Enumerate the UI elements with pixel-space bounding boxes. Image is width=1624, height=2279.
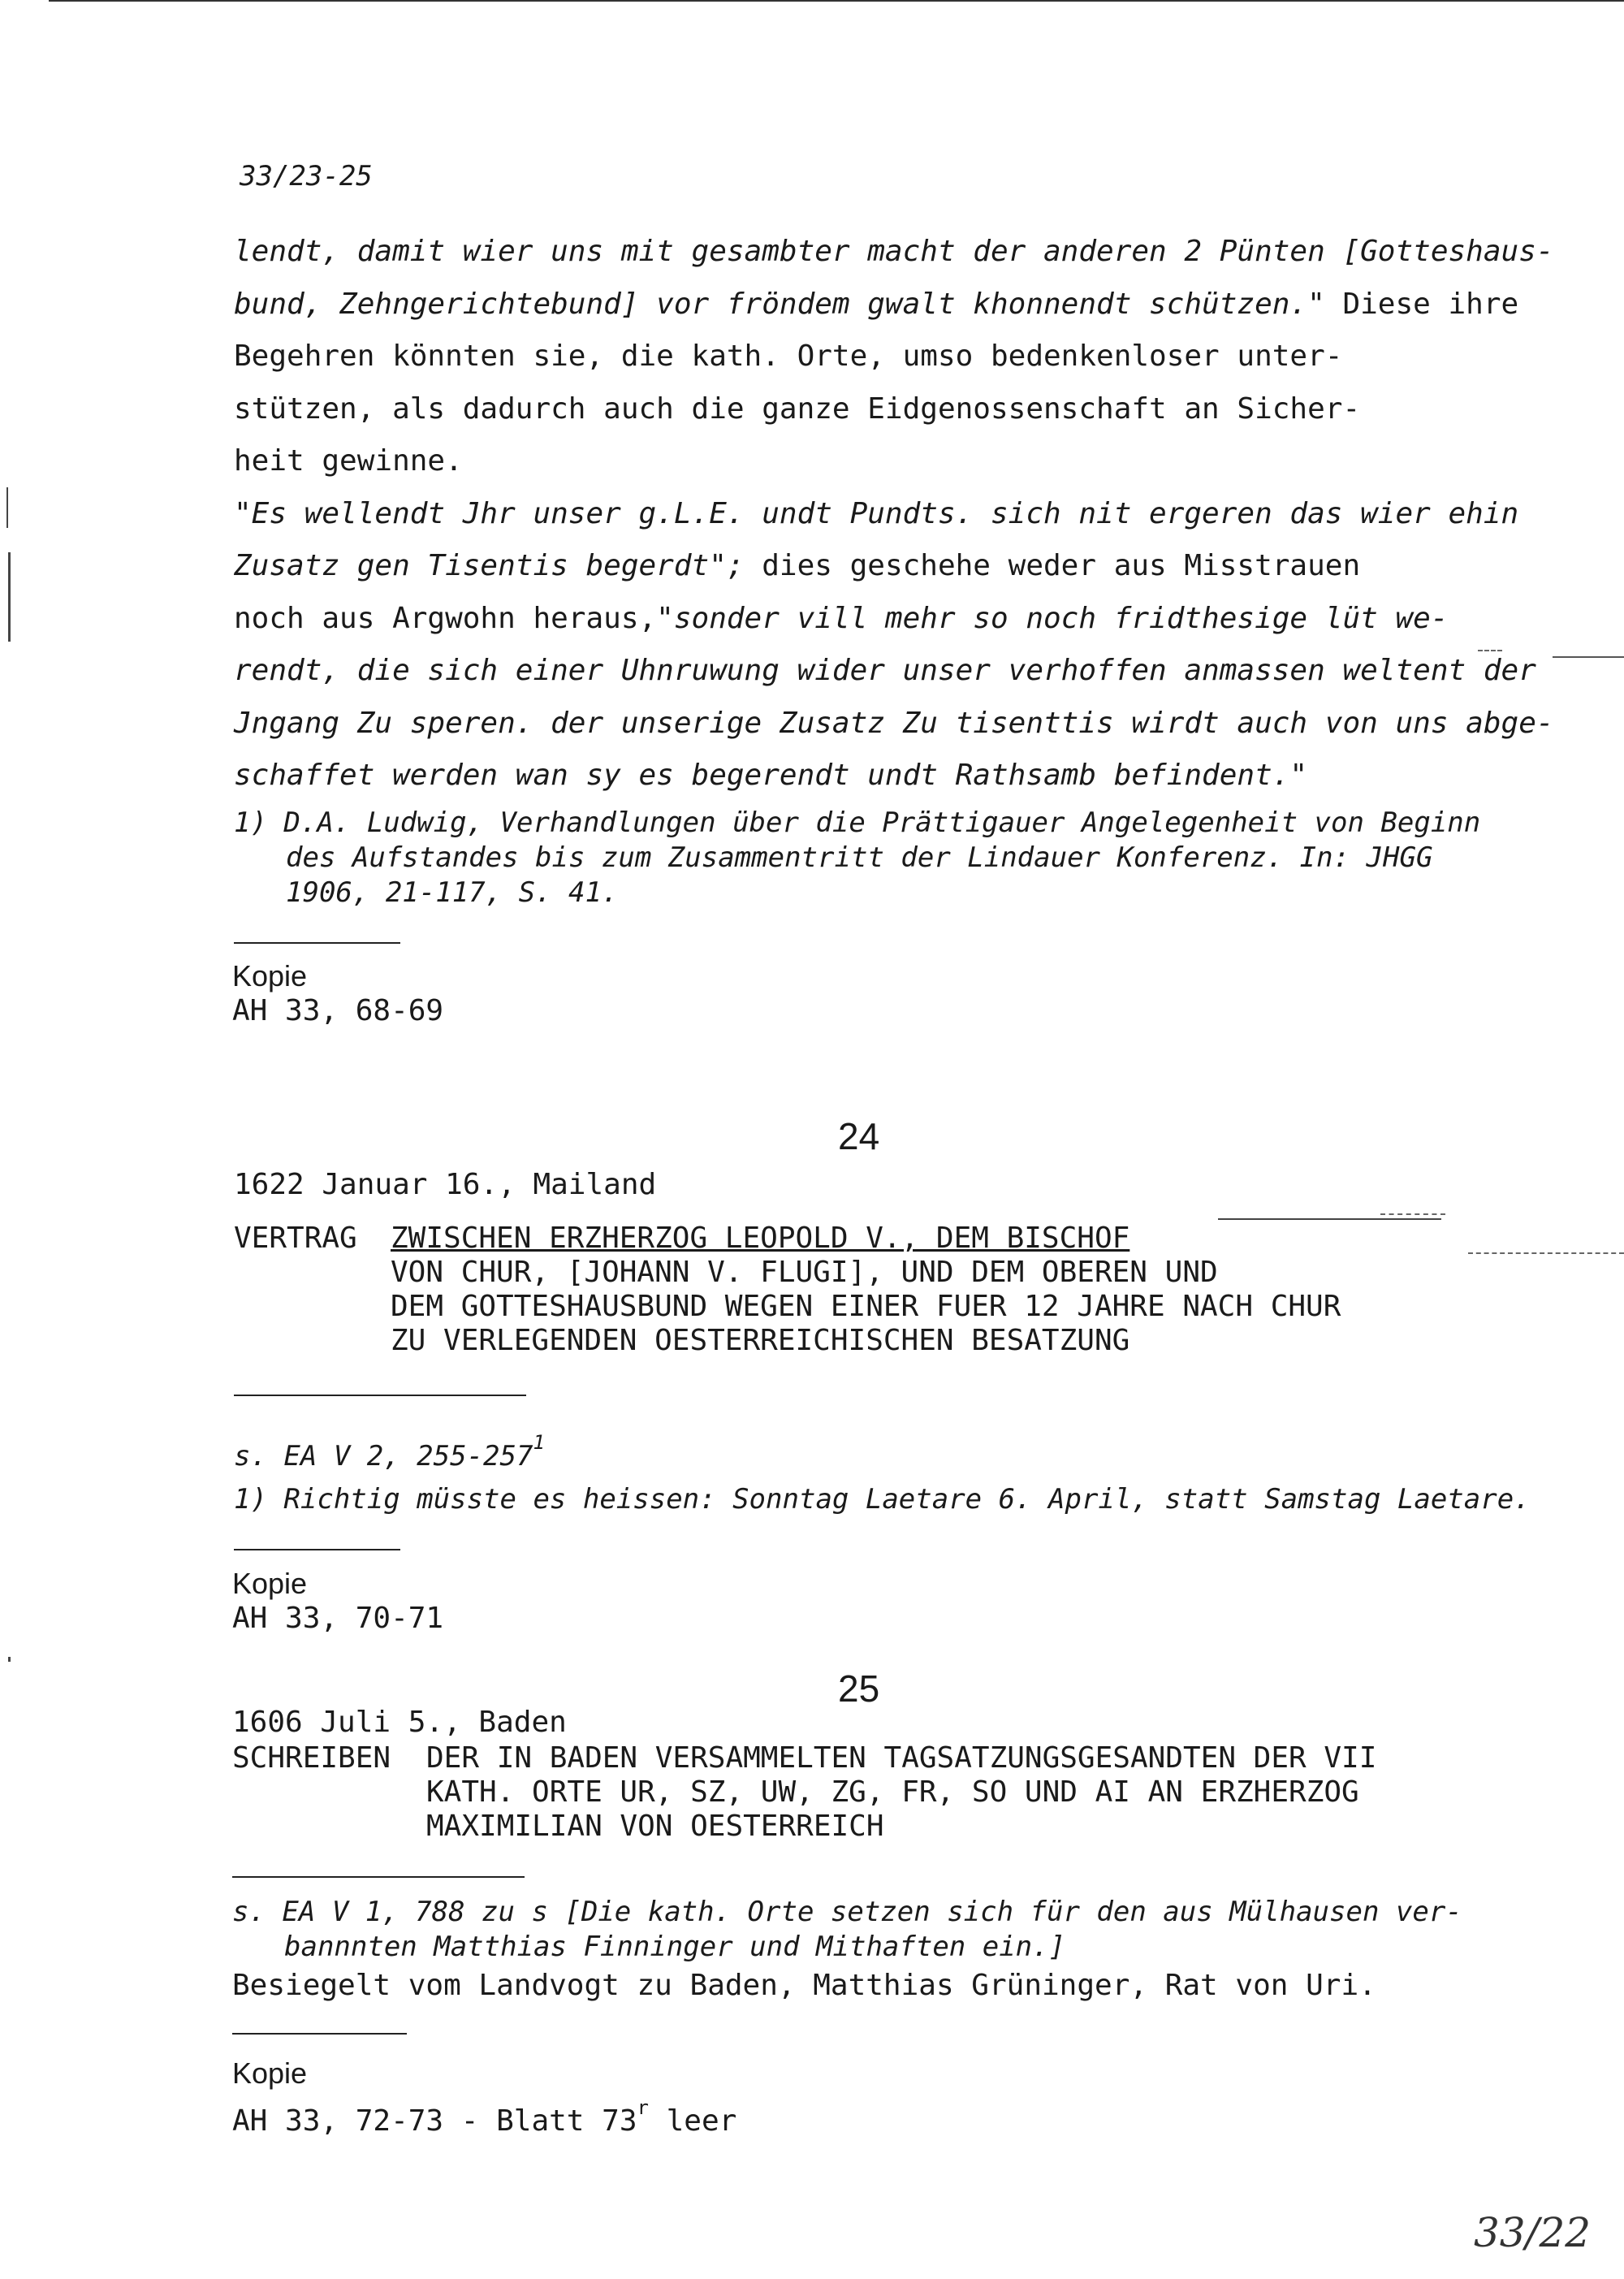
- commentary-text: stützen, als dadurch auch die ganze Eidgenossenschaft an Sicher-: [234, 391, 1361, 426]
- title-line: ZWISCHEN ERZHERZOG LEOPOLD V., DEM BISCHOF: [391, 1222, 1130, 1255]
- body-line: [234, 540, 1501, 593]
- margin-mark: [8, 552, 11, 642]
- margin-mark: [8, 1657, 11, 1662]
- quoted-source-text: "Es wellendt Jhr unser g.L.E. undt Pundts. sich nit ergeren das wier ehin: [234, 496, 1519, 530]
- kopie-signature: AH 33, 70-71: [232, 1602, 444, 1635]
- kopie-block-24: [232, 1566, 443, 1636]
- separator-rule: [232, 2033, 407, 2035]
- seal-note-25: Besiegelt vom Landvogt zu Baden, Matthias Grüninger, Rat von Uri.: [232, 1969, 1376, 2002]
- document-date-24: 1622 Januar 16., Mailand: [234, 1168, 657, 1201]
- body-text: [234, 226, 1554, 802]
- kopie-label: Kopie: [232, 2056, 308, 2090]
- title-line: VON CHUR, [JOHANN V. FLUGI], UND DEM OBEREN UND: [391, 1256, 1218, 1289]
- document-date-25: 1606 Juli 5., Baden: [232, 1706, 567, 1739]
- quoted-source-text: rendt, die sich einer Uhnruwung wider unser verhoffen anmassen weltent der: [234, 654, 1536, 687]
- scan-line: [1553, 656, 1624, 658]
- body-line: [234, 331, 1501, 383]
- separator-rule: [232, 1876, 525, 1878]
- quoted-source-text: lendt, damit wier uns mit gesambter macht der anderen 2 Pünten [Gotteshaus-: [234, 235, 1554, 268]
- title-line: DEM GOTTESHAUSBUND WEGEN EINER FUER 12 JAHRE NACH CHUR: [391, 1290, 1341, 1323]
- kopie-signature: AH 33, 68-69: [232, 994, 444, 1027]
- body-line: [234, 279, 1519, 331]
- separator-rule: [234, 1549, 400, 1550]
- commentary-text: noch aus Argwohn heraus,: [234, 601, 657, 635]
- footnote-24: 1) Richtig müsste es heissen: Sonntag Laetare 6. April, statt Samstag Laetare.: [234, 1483, 1531, 1516]
- body-line: [234, 698, 1554, 750]
- body-line: [234, 645, 1536, 698]
- scan-line: [1468, 1252, 1624, 1256]
- body-line: [234, 488, 1519, 541]
- commentary-text: heit gewinne.: [234, 444, 463, 478]
- kopie-label: Kopie: [232, 1567, 308, 1600]
- quoted-source-text: Zusatz gen Tisentis begerdt";: [234, 549, 745, 582]
- body-line: [234, 435, 1501, 488]
- header-reference: 33/23-25: [240, 160, 373, 192]
- kopie-signature-tail: leer: [648, 2104, 737, 2138]
- quoted-source-text: bund, Zehngerichtebund] vor fröndem gwalt khonnendt schützen.": [234, 287, 1325, 321]
- source-text: s. EA V 2, 255-257: [234, 1440, 533, 1472]
- document-title-24: [391, 1222, 1341, 1358]
- document-title-25: [426, 1741, 1376, 1844]
- commentary-text: dies geschehe weder aus Misstrauen: [744, 549, 1361, 582]
- scan-line: [1380, 1213, 1445, 1217]
- title-line: ZU VERLEGENDEN OESTERREICHISCHEN BESATZUNG: [391, 1324, 1130, 1357]
- document-title-lead-24: VERTRAG: [234, 1222, 357, 1255]
- source-line: s. EA V 1, 788 zu s [Die kath. Orte setzen sich für den aus Mülhausen ver-: [232, 1896, 1462, 1928]
- scan-line: [1218, 1218, 1441, 1220]
- body-line: [234, 226, 1554, 279]
- quoted-source-text: Jngang Zu speren. der unserige Zusatz Zu tisenttis wirdt auch von uns abge-: [234, 706, 1554, 740]
- footnote-line: 1) D.A. Ludwig, Verhandlungen über die Prättigauer Angelegenheit von Beginn: [234, 807, 1481, 839]
- footnote-marker: 1: [533, 1431, 545, 1454]
- margin-mark: [6, 487, 8, 528]
- kopie-signature: [232, 2091, 736, 2138]
- separator-rule: [234, 1395, 526, 1396]
- quoted-source-text: schaffet werden wan sy es begerendt undt Rathsamb befindent.": [234, 759, 1308, 792]
- page-number: 33/22: [1474, 2209, 1592, 2256]
- scan-line: [1478, 650, 1502, 653]
- title-line: DER IN BADEN VERSAMMELTEN TAGSATZUNGSGESANDTEN DER VII: [426, 1741, 1377, 1775]
- commentary-text: Begehren könnten sie, die kath. Orte, umso bedenkenloser unter-: [234, 339, 1343, 373]
- commentary-text: Diese ihre: [1324, 287, 1519, 321]
- footnote-ludwig: [234, 806, 1480, 910]
- footnote-line: 1906, 21-117, S. 41.: [286, 876, 619, 909]
- recto-marker: r: [637, 2096, 649, 2119]
- body-line: [234, 593, 1501, 646]
- source-reference-24: [234, 1431, 545, 1472]
- title-line: KATH. ORTE UR, SZ, UW, ZG, FR, SO UND AI AN ERZHERZOG: [426, 1775, 1359, 1809]
- body-line: [234, 383, 1501, 436]
- source-line: bannnten Matthias Finninger und Mithaften ein.]: [284, 1931, 1066, 1963]
- kopie-label: Kopie: [232, 959, 308, 992]
- kopie-block-25: [232, 2056, 736, 2138]
- document-number-25: 25: [838, 1667, 880, 1710]
- separator-rule: [234, 942, 400, 944]
- body-line: [234, 750, 1501, 802]
- quoted-source-text: "sonder vill mehr so noch fridthesige lüt we-: [656, 601, 1449, 635]
- title-line: MAXIMILIAN VON OESTERREICH: [426, 1810, 884, 1843]
- document-title-lead-25: SCHREIBEN: [232, 1741, 391, 1775]
- source-reference-25: [232, 1895, 1462, 1965]
- kopie-signature-text: AH 33, 72-73 - Blatt 73: [232, 2104, 637, 2138]
- footnote-line: des Aufstandes bis zum Zusammentritt der Lindauer Konferenz. In: JHGG: [286, 841, 1433, 874]
- page-top-border: [49, 0, 1624, 2]
- document-number-24: 24: [838, 1115, 880, 1157]
- kopie-block-23: [232, 958, 443, 1028]
